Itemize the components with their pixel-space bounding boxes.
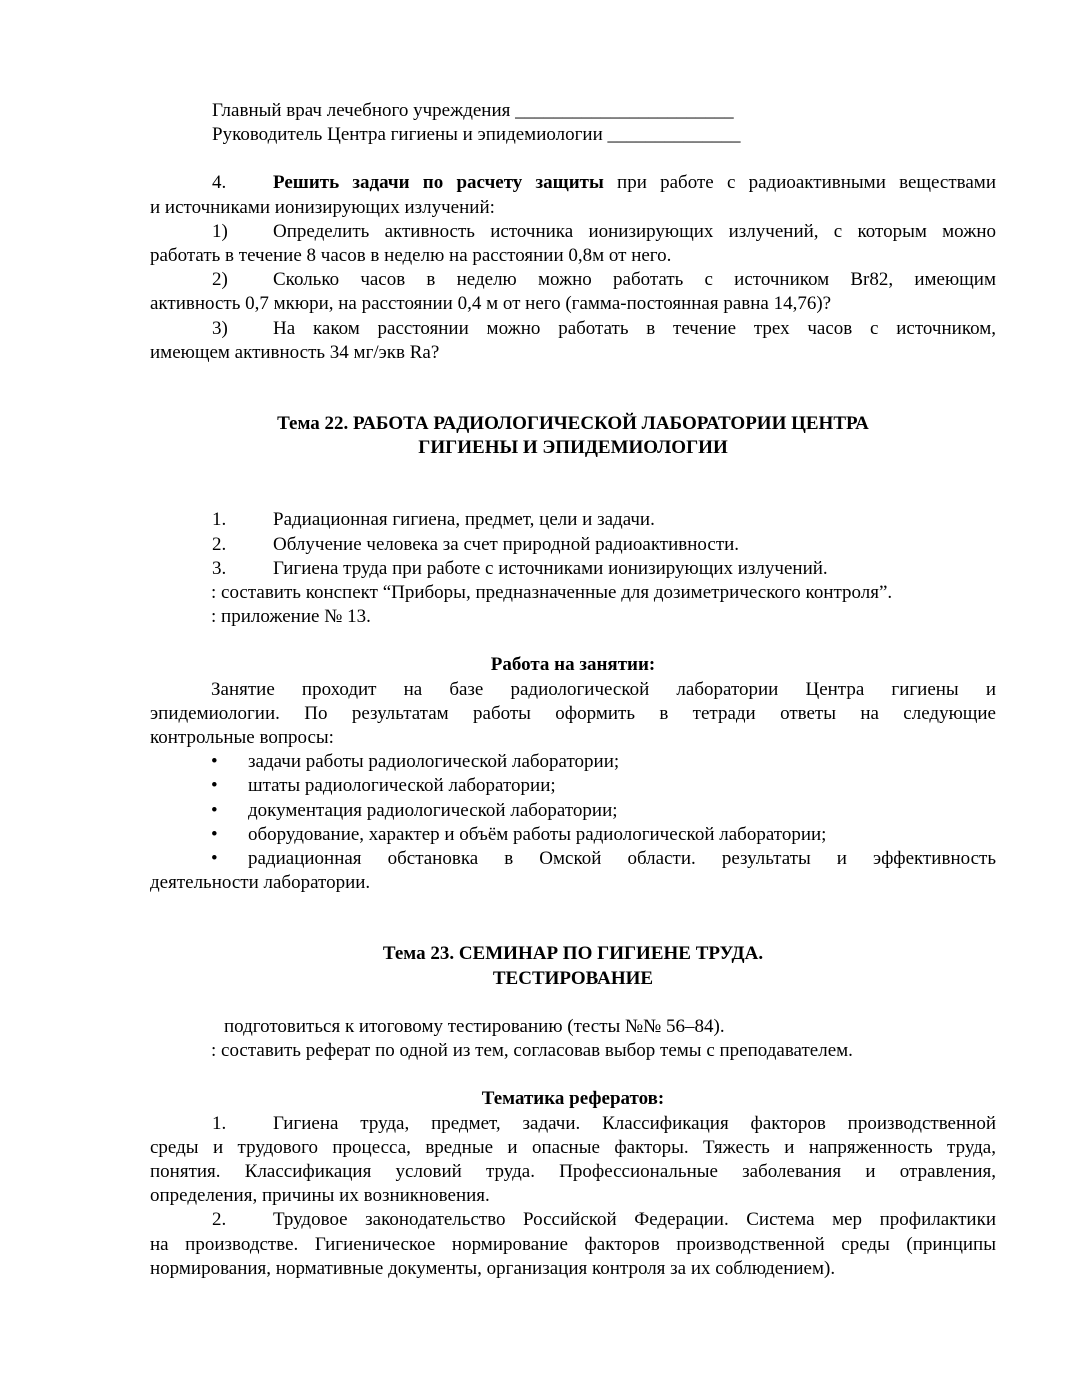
list-item-text: Радиационная гигиена, предмет, цели и задачи. [273, 509, 655, 531]
task-4-item-1-number: 1) [212, 220, 228, 242]
bullet-text: радиационная обстановка в Омской области. результаты и эффективность [248, 848, 996, 870]
list-item [150, 508, 996, 532]
task-4-item-1-cont: работать в течение 8 часов в неделю на расстоянии 0,8м от него. [150, 245, 672, 267]
essay-item-2 [150, 1208, 996, 1232]
essay-item-1-line3: понятия. Классификация условий труда. Профессиональные заболевания и отравления, [150, 1160, 996, 1182]
task-4-intro-line2: и источниками ионизирующих излучений: [150, 196, 495, 218]
bullet-icon: • [211, 848, 218, 870]
topic-22-work-heading: Работа на занятии: [490, 654, 656, 676]
task-4-number: 4. [212, 172, 227, 194]
essay-item-1-line4: определения, причины их возникновения. [150, 1185, 490, 1207]
essay-item-1 [150, 1112, 996, 1136]
bullet-text: задачи работы радиологической лаборатории; [248, 751, 620, 773]
list-item-number: 2. [212, 533, 227, 555]
signature-line-chief-doctor: Главный врач лечебного учреждения _______________________ [212, 100, 734, 121]
essay-item-number: 2. [212, 1209, 227, 1231]
signature-line-center-head: Руководитель Центра гигиены и эпидемиологии ______________ [212, 124, 741, 146]
bullet-item [150, 799, 996, 823]
bullet-text: оборудование, характер и объём работы радиологической лаборатории; [248, 823, 827, 845]
task-4-item-2-number: 2) [212, 269, 228, 291]
task-4-item-3-text: На каком расстоянии можно работать в течение трех часов с источником, [273, 317, 996, 339]
topic-22-work-text-line1: Занятие проходит на базе радиологической лаборатории Центра гигиены и [211, 678, 996, 700]
bullet-item [150, 823, 996, 847]
list-item-text: Облучение человека за счет природной радиоактивности. [273, 533, 740, 555]
topic-23-essays-heading: Тематика рефератов: [481, 1088, 665, 1110]
task-4-intro [150, 171, 996, 195]
topic-22-work-text-line2: эпидемиологии. По результатам работы оформить в тетради ответы на следующие [150, 702, 996, 724]
list-item-number: 1. [212, 509, 227, 531]
task-4-item-3-cont: имеющем активность 34 мг/экв Ra? [150, 341, 440, 363]
bullet-item-long-cont: деятельности лаборатории. [150, 872, 371, 894]
bullet-item [150, 774, 996, 798]
task-4-bold-title: Решить задачи по расчету защиты [273, 172, 604, 194]
list-item [150, 557, 996, 581]
task-4-item-2-text: Сколько часов в неделю можно работать с источником Br82, имеющим [273, 269, 996, 291]
bullet-icon: • [211, 799, 218, 821]
topic-22-questions [150, 508, 996, 581]
list-item [150, 533, 996, 557]
essay-item-number: 1. [212, 1112, 227, 1134]
topic-22-title-line2: ГИГИЕНЫ И ЭПИДЕМИОЛОГИИ [418, 437, 728, 459]
bullet-icon: • [211, 775, 218, 797]
task-4-item-3 [150, 317, 996, 341]
topic-23 [150, 942, 996, 1280]
task-4-item-2 [150, 268, 996, 292]
bullet-text: штаты радиологической лаборатории; [248, 775, 556, 797]
list-item-text: Гигиена труда при работе с источниками ионизирующих излучений. [273, 557, 828, 579]
topic-22-note-summary: : составить конспект “Приборы, предназначенные для дозиметрического контроля”. [211, 582, 893, 604]
task-4-item-1-text: Определить активность источника ионизирующих излучений, с которым можно [273, 220, 996, 242]
task-4-item-3-number: 3) [212, 317, 228, 339]
task-4 [150, 171, 996, 365]
topic-23-note-testing: подготовиться к итоговому тестированию (тесты №№ 56–84). [224, 1015, 725, 1037]
topic-23-title-line1: Тема 23. СЕМИНАР ПО ГИГИЕНЕ ТРУДА. [382, 943, 764, 965]
topic-22-work-text-line3: контрольные вопросы: [150, 727, 334, 749]
topic-22 [150, 412, 996, 895]
task-4-item-2-cont: активность 0,7 мкюри, на расстоянии 0,4 м от него (гамма-постоянная равна 14,76)? [150, 293, 832, 315]
essay-item-text: Гигиена труда, предмет, задачи. Классификация факторов производственной [273, 1112, 996, 1134]
essay-item-1-line2: среды и трудового процесса, вредные и опасные факторы. Тяжесть и напряженность труда, [150, 1136, 996, 1158]
essay-item-2-line3: нормирования, нормативные документы, организация контроля за их соблюдением). [150, 1257, 836, 1279]
essay-item-text: Трудовое законодательство Российской Федерации. Система мер профилактики [273, 1209, 996, 1231]
bullet-item [150, 750, 996, 774]
topic-22-title-line1: Тема 22. РАБОТА РАДИОЛОГИЧЕСКОЙ ЛАБОРАТОРИИ ЦЕНТРА [277, 413, 869, 435]
topic-23-note-essay: : составить реферат по одной из тем, согласовав выбор темы с преподавателем. [211, 1040, 853, 1062]
task-4-item-1 [150, 220, 996, 244]
list-item-number: 3. [212, 557, 227, 579]
essay-item-2-line2: на производстве. Гигиеническое нормирование факторов производственной среды (принципы [150, 1233, 996, 1255]
topic-22-note-appendix: : приложение № 13. [211, 606, 371, 628]
bullet-item-long [150, 847, 996, 871]
bullet-icon: • [211, 823, 218, 845]
task-4-intro-text: при работе с радиоактивными веществами [603, 172, 996, 194]
bullet-text: документация радиологической лаборатории; [248, 799, 618, 821]
bullet-icon: • [211, 751, 218, 773]
topic-23-title-line2: ТЕСТИРОВАНИЕ [492, 967, 654, 989]
